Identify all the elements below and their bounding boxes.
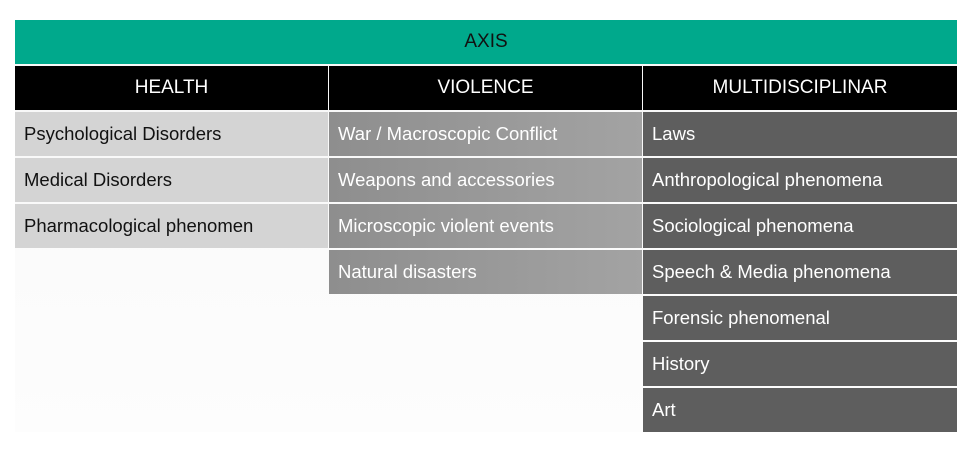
column-health [15, 66, 328, 250]
health-item: Medical Disorders [15, 158, 328, 202]
multidisciplinar-item: Speech & Media phenomena [643, 250, 957, 294]
column-header-multidisciplinar: MULTIDISCIPLINAR [643, 66, 957, 110]
axis-title: AXIS [15, 20, 957, 64]
health-item: Psychological Disorders [15, 112, 328, 156]
violence-item: War / Macroscopic Conflict [329, 112, 642, 156]
multidisciplinar-item: Laws [643, 112, 957, 156]
multidisciplinar-item: History [643, 342, 957, 386]
violence-item: Natural disasters [329, 250, 642, 294]
multidisciplinar-item: Art [643, 388, 957, 432]
column-multidisciplinar [643, 66, 957, 434]
multidisciplinar-item: Sociological phenomena [643, 204, 957, 248]
column-header-violence: VIOLENCE [329, 66, 642, 110]
axis-table [15, 20, 957, 432]
multidisciplinar-item: Anthropological phenomena [643, 158, 957, 202]
violence-item: Weapons and accessories [329, 158, 642, 202]
health-item: Pharmacological phenomen [15, 204, 328, 248]
column-violence [329, 66, 642, 296]
column-header-health: HEALTH [15, 66, 328, 110]
violence-item: Microscopic violent events [329, 204, 642, 248]
multidisciplinar-item: Forensic phenomenal [643, 296, 957, 340]
